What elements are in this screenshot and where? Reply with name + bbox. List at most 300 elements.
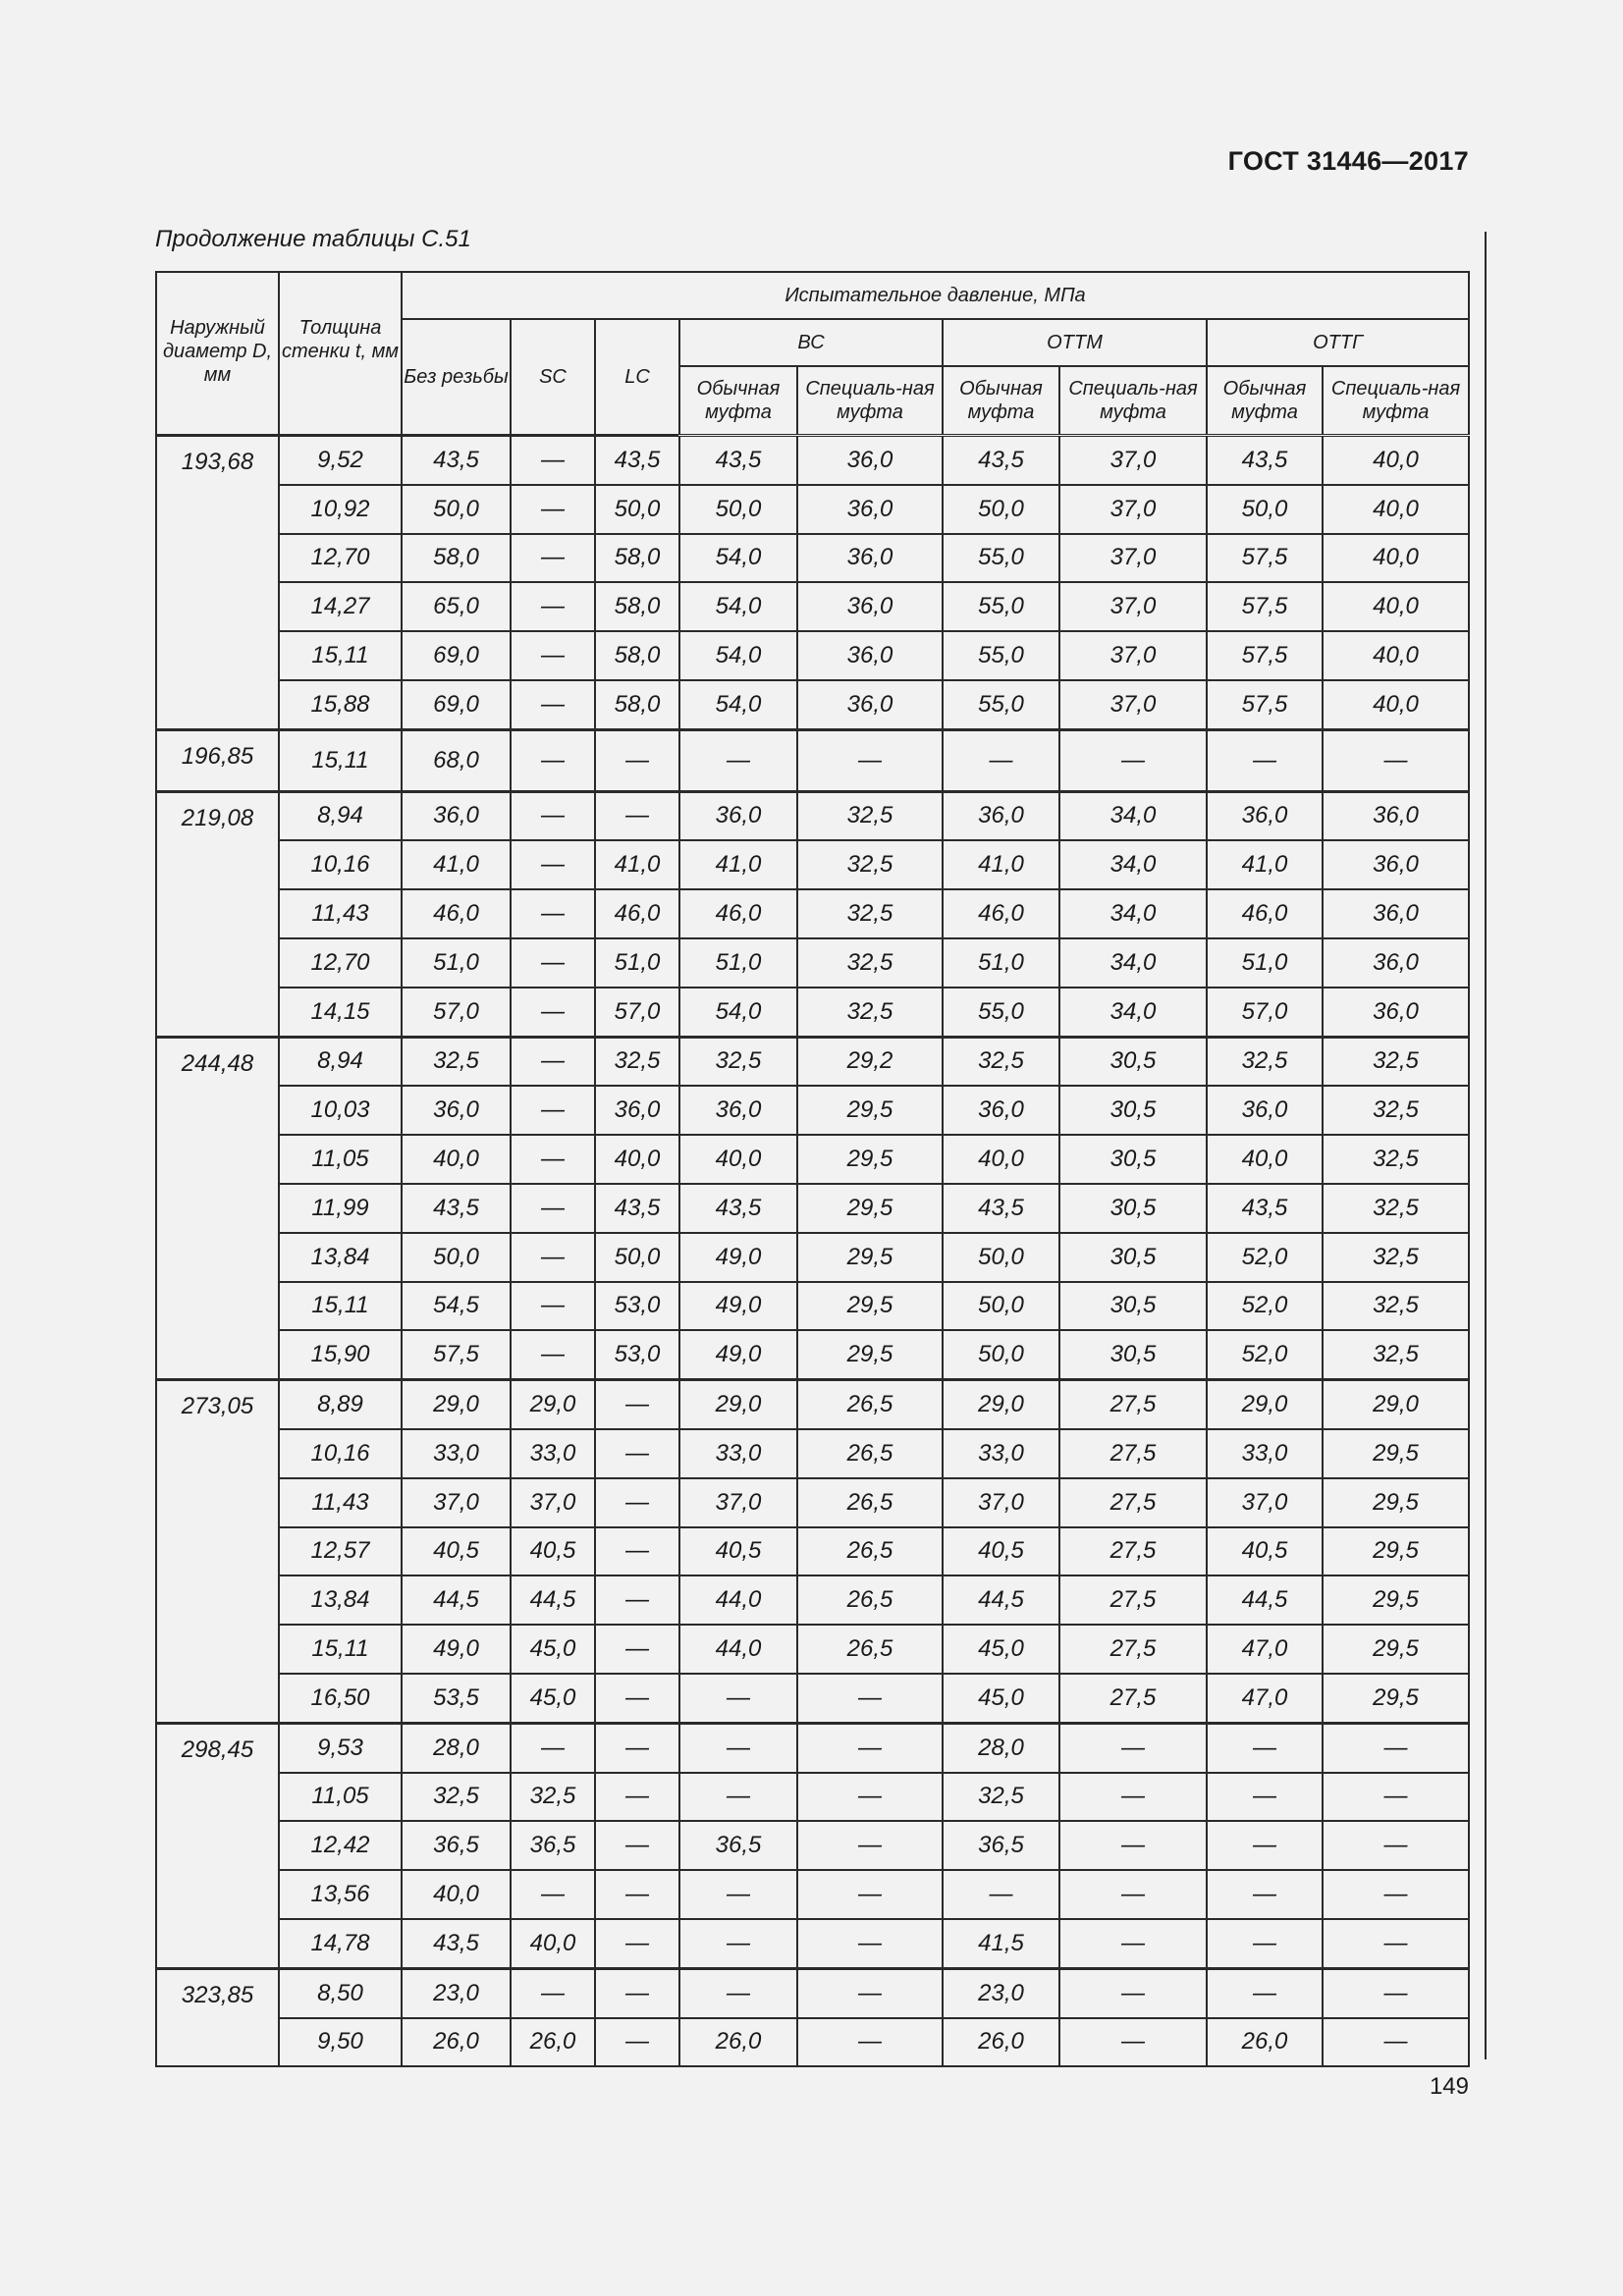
cell-pressure: — bbox=[1207, 1773, 1323, 1822]
cell-wall-thickness: 12,57 bbox=[279, 1527, 402, 1576]
cell-pressure: 29,5 bbox=[1323, 1527, 1469, 1576]
cell-pressure: 32,5 bbox=[797, 938, 943, 988]
cell-pressure: 27,5 bbox=[1059, 1625, 1207, 1674]
cell-pressure: 50,0 bbox=[1207, 485, 1323, 534]
cell-pressure: — bbox=[511, 1330, 595, 1379]
cell-pressure: 54,0 bbox=[679, 988, 797, 1037]
cell-pressure: 52,0 bbox=[1207, 1233, 1323, 1282]
cell-pressure: 36,5 bbox=[402, 1821, 511, 1870]
cell-wall-thickness: 15,11 bbox=[279, 1282, 402, 1331]
cell-pressure: — bbox=[511, 1135, 595, 1184]
cell-pressure: 37,0 bbox=[402, 1478, 511, 1527]
cell-pressure: 40,0 bbox=[1207, 1135, 1323, 1184]
cell-pressure: — bbox=[511, 680, 595, 729]
cell-wall-thickness: 10,16 bbox=[279, 840, 402, 889]
cell-pressure: — bbox=[1059, 2018, 1207, 2067]
table-row bbox=[156, 1135, 1469, 1184]
table-caption: Продолжение таблицы С.51 bbox=[155, 226, 471, 252]
cell-pressure: 40,0 bbox=[679, 1135, 797, 1184]
cell-pressure: 30,5 bbox=[1059, 1135, 1207, 1184]
cell-pressure: — bbox=[943, 1870, 1059, 1919]
cell-pressure: 36,0 bbox=[797, 485, 943, 534]
cell-pressure: — bbox=[595, 1575, 679, 1625]
table-row bbox=[156, 1773, 1469, 1822]
cell-pressure: 52,0 bbox=[1207, 1330, 1323, 1379]
table-row bbox=[156, 1037, 1469, 1086]
table-row bbox=[156, 1282, 1469, 1331]
cell-pressure: 29,5 bbox=[797, 1086, 943, 1135]
cell-pressure: 69,0 bbox=[402, 680, 511, 729]
cell-pressure: 36,0 bbox=[595, 1086, 679, 1135]
cell-pressure: — bbox=[595, 1773, 679, 1822]
table-row bbox=[156, 1968, 1469, 2017]
cell-pressure: 54,0 bbox=[679, 631, 797, 680]
cell-pressure: 44,5 bbox=[511, 1575, 595, 1625]
cell-pressure: 32,5 bbox=[1323, 1037, 1469, 1086]
cell-wall-thickness: 11,99 bbox=[279, 1184, 402, 1233]
cell-pressure: 40,5 bbox=[402, 1527, 511, 1576]
cell-pressure: — bbox=[511, 1233, 595, 1282]
cell-pressure: — bbox=[511, 485, 595, 534]
table-row bbox=[156, 1184, 1469, 1233]
cell-pressure: 27,5 bbox=[1059, 1527, 1207, 1576]
cell-pressure: — bbox=[595, 1429, 679, 1478]
cell-pressure: 27,5 bbox=[1059, 1674, 1207, 1723]
cell-pressure: — bbox=[511, 1282, 595, 1331]
cell-pressure: 43,5 bbox=[1207, 436, 1323, 485]
margin-rule bbox=[1485, 232, 1487, 2059]
cell-pressure: — bbox=[943, 729, 1059, 791]
cell-pressure: 40,0 bbox=[1323, 534, 1469, 583]
header-test-pressure: Испытательное давление, МПа bbox=[402, 272, 1469, 319]
cell-pressure: 30,5 bbox=[1059, 1037, 1207, 1086]
cell-pressure: 44,5 bbox=[943, 1575, 1059, 1625]
cell-pressure: — bbox=[1207, 1821, 1323, 1870]
cell-pressure: — bbox=[511, 534, 595, 583]
cell-pressure: 32,5 bbox=[402, 1773, 511, 1822]
cell-pressure: 45,0 bbox=[943, 1674, 1059, 1723]
table-row bbox=[156, 729, 1469, 791]
cell-pressure: 26,5 bbox=[797, 1380, 943, 1429]
cell-pressure: 27,5 bbox=[1059, 1380, 1207, 1429]
cell-wall-thickness: 11,43 bbox=[279, 1478, 402, 1527]
cell-pressure: — bbox=[511, 582, 595, 631]
cell-pressure: 57,0 bbox=[402, 988, 511, 1037]
cell-pressure: — bbox=[511, 889, 595, 938]
cell-pressure: 36,0 bbox=[943, 791, 1059, 840]
cell-pressure: 50,0 bbox=[943, 485, 1059, 534]
table-row bbox=[156, 2018, 1469, 2067]
cell-pressure: 54,0 bbox=[679, 680, 797, 729]
header-ottg-regular: Обычная муфта bbox=[1207, 366, 1323, 436]
cell-pressure: 40,5 bbox=[679, 1527, 797, 1576]
cell-pressure: — bbox=[511, 1870, 595, 1919]
cell-diameter: 193,68 bbox=[156, 436, 279, 730]
table-row bbox=[156, 1870, 1469, 1919]
cell-pressure: 36,0 bbox=[797, 436, 943, 485]
cell-pressure: — bbox=[595, 1723, 679, 1772]
cell-pressure: 37,0 bbox=[511, 1478, 595, 1527]
cell-pressure: 57,5 bbox=[1207, 582, 1323, 631]
cell-pressure: — bbox=[679, 1968, 797, 2017]
cell-wall-thickness: 13,56 bbox=[279, 1870, 402, 1919]
cell-pressure: 32,5 bbox=[943, 1037, 1059, 1086]
cell-pressure: — bbox=[511, 988, 595, 1037]
cell-wall-thickness: 9,53 bbox=[279, 1723, 402, 1772]
cell-pressure: 29,5 bbox=[797, 1135, 943, 1184]
cell-pressure: — bbox=[1059, 1870, 1207, 1919]
cell-pressure: 43,5 bbox=[943, 436, 1059, 485]
cell-pressure: — bbox=[1323, 1821, 1469, 1870]
cell-pressure: 32,5 bbox=[1323, 1135, 1469, 1184]
cell-pressure: — bbox=[797, 1723, 943, 1772]
cell-pressure: — bbox=[595, 1380, 679, 1429]
page-number: 149 bbox=[1429, 2073, 1469, 2100]
cell-pressure: 36,0 bbox=[1323, 988, 1469, 1037]
cell-pressure: 41,0 bbox=[402, 840, 511, 889]
cell-pressure: 53,0 bbox=[595, 1282, 679, 1331]
cell-pressure: 29,5 bbox=[797, 1282, 943, 1331]
cell-pressure: 29,2 bbox=[797, 1037, 943, 1086]
cell-pressure: 32,5 bbox=[511, 1773, 595, 1822]
cell-wall-thickness: 12,70 bbox=[279, 534, 402, 583]
cell-wall-thickness: 15,88 bbox=[279, 680, 402, 729]
cell-pressure: 32,5 bbox=[1323, 1330, 1469, 1379]
cell-pressure: — bbox=[1323, 1968, 1469, 2017]
header-lc: LC bbox=[595, 319, 679, 436]
cell-pressure: 46,0 bbox=[943, 889, 1059, 938]
cell-pressure: 68,0 bbox=[402, 729, 511, 791]
cell-pressure: 36,0 bbox=[1207, 1086, 1323, 1135]
cell-pressure: 33,0 bbox=[402, 1429, 511, 1478]
cell-pressure: 34,0 bbox=[1059, 791, 1207, 840]
cell-pressure: 23,0 bbox=[402, 1968, 511, 2017]
cell-pressure: 37,0 bbox=[943, 1478, 1059, 1527]
table-row bbox=[156, 1575, 1469, 1625]
cell-pressure: 32,5 bbox=[797, 840, 943, 889]
cell-pressure: 40,0 bbox=[595, 1135, 679, 1184]
cell-pressure: — bbox=[1059, 1773, 1207, 1822]
cell-pressure: 32,5 bbox=[402, 1037, 511, 1086]
table-row bbox=[156, 889, 1469, 938]
cell-pressure: — bbox=[595, 1870, 679, 1919]
cell-pressure: 49,0 bbox=[679, 1233, 797, 1282]
cell-wall-thickness: 15,90 bbox=[279, 1330, 402, 1379]
cell-pressure: 55,0 bbox=[943, 988, 1059, 1037]
cell-pressure: 43,5 bbox=[402, 436, 511, 485]
cell-pressure: 37,0 bbox=[679, 1478, 797, 1527]
table-row bbox=[156, 631, 1469, 680]
cell-pressure: 30,5 bbox=[1059, 1330, 1207, 1379]
cell-pressure: — bbox=[1207, 1723, 1323, 1772]
cell-pressure: 36,0 bbox=[797, 680, 943, 729]
cell-pressure: 36,0 bbox=[943, 1086, 1059, 1135]
cell-pressure: 57,5 bbox=[402, 1330, 511, 1379]
cell-pressure: — bbox=[595, 1821, 679, 1870]
cell-pressure: 37,0 bbox=[1059, 436, 1207, 485]
cell-wall-thickness: 11,05 bbox=[279, 1135, 402, 1184]
cell-pressure: 36,0 bbox=[797, 582, 943, 631]
cell-pressure: — bbox=[511, 1968, 595, 2017]
cell-pressure: 41,0 bbox=[1207, 840, 1323, 889]
cell-pressure: 32,5 bbox=[679, 1037, 797, 1086]
table-row bbox=[156, 1478, 1469, 1527]
cell-pressure: 34,0 bbox=[1059, 889, 1207, 938]
cell-pressure: 46,0 bbox=[1207, 889, 1323, 938]
cell-pressure: — bbox=[797, 1968, 943, 2017]
cell-pressure: 47,0 bbox=[1207, 1674, 1323, 1723]
cell-pressure: 54,0 bbox=[679, 582, 797, 631]
cell-pressure: — bbox=[679, 1674, 797, 1723]
cell-pressure: — bbox=[595, 1625, 679, 1674]
cell-pressure: — bbox=[797, 1821, 943, 1870]
cell-pressure: — bbox=[595, 791, 679, 840]
cell-pressure: 29,0 bbox=[511, 1380, 595, 1429]
cell-pressure: 46,0 bbox=[402, 889, 511, 938]
cell-wall-thickness: 8,94 bbox=[279, 791, 402, 840]
cell-pressure: 43,5 bbox=[402, 1184, 511, 1233]
cell-pressure: 55,0 bbox=[943, 631, 1059, 680]
cell-pressure: 46,0 bbox=[679, 889, 797, 938]
cell-pressure: 40,0 bbox=[1323, 436, 1469, 485]
table-row bbox=[156, 582, 1469, 631]
cell-pressure: 26,0 bbox=[679, 2018, 797, 2067]
cell-pressure: 29,0 bbox=[1323, 1380, 1469, 1429]
cell-pressure: 32,5 bbox=[1323, 1184, 1469, 1233]
cell-pressure: — bbox=[511, 436, 595, 485]
header-diameter: Наружный диаметр D, мм bbox=[156, 272, 279, 436]
table-row bbox=[156, 1625, 1469, 1674]
cell-pressure: 43,5 bbox=[595, 1184, 679, 1233]
cell-pressure: — bbox=[797, 1773, 943, 1822]
table-row bbox=[156, 1723, 1469, 1772]
cell-pressure: 43,5 bbox=[943, 1184, 1059, 1233]
cell-pressure: — bbox=[511, 1037, 595, 1086]
cell-pressure: — bbox=[1059, 1821, 1207, 1870]
cell-wall-thickness: 10,92 bbox=[279, 485, 402, 534]
cell-pressure: 37,0 bbox=[1059, 680, 1207, 729]
cell-pressure: 69,0 bbox=[402, 631, 511, 680]
cell-pressure: 28,0 bbox=[402, 1723, 511, 1772]
cell-pressure: — bbox=[595, 729, 679, 791]
cell-pressure: 36,0 bbox=[1323, 938, 1469, 988]
cell-pressure: 32,5 bbox=[1207, 1037, 1323, 1086]
table-row bbox=[156, 1429, 1469, 1478]
table-row bbox=[156, 1821, 1469, 1870]
cell-pressure: 26,0 bbox=[402, 2018, 511, 2067]
cell-pressure: 37,0 bbox=[1207, 1478, 1323, 1527]
table-row bbox=[156, 988, 1469, 1037]
cell-pressure: 45,0 bbox=[511, 1625, 595, 1674]
table-row bbox=[156, 938, 1469, 988]
cell-wall-thickness: 12,42 bbox=[279, 1821, 402, 1870]
header-ottg-special: Специаль-ная муфта bbox=[1323, 366, 1469, 436]
cell-pressure: 58,0 bbox=[402, 534, 511, 583]
table-row bbox=[156, 1086, 1469, 1135]
cell-wall-thickness: 11,05 bbox=[279, 1773, 402, 1822]
cell-wall-thickness: 8,50 bbox=[279, 1968, 402, 2017]
cell-pressure: 43,5 bbox=[402, 1919, 511, 1968]
cell-pressure: 51,0 bbox=[595, 938, 679, 988]
cell-pressure: 29,5 bbox=[1323, 1429, 1469, 1478]
cell-pressure: 55,0 bbox=[943, 582, 1059, 631]
cell-pressure: 65,0 bbox=[402, 582, 511, 631]
cell-pressure: 34,0 bbox=[1059, 938, 1207, 988]
table-row bbox=[156, 436, 1469, 485]
cell-pressure: 36,5 bbox=[679, 1821, 797, 1870]
cell-wall-thickness: 14,27 bbox=[279, 582, 402, 631]
cell-pressure: 45,0 bbox=[511, 1674, 595, 1723]
cell-pressure: 33,0 bbox=[511, 1429, 595, 1478]
cell-diameter: 244,48 bbox=[156, 1037, 279, 1380]
cell-pressure: — bbox=[595, 1478, 679, 1527]
cell-pressure: — bbox=[1059, 1919, 1207, 1968]
table-row bbox=[156, 840, 1469, 889]
header-bc-special: Специаль-ная муфта bbox=[797, 366, 943, 436]
cell-wall-thickness: 9,52 bbox=[279, 436, 402, 485]
cell-pressure: 47,0 bbox=[1207, 1625, 1323, 1674]
table-row bbox=[156, 1919, 1469, 1968]
cell-pressure: 26,0 bbox=[943, 2018, 1059, 2067]
table-row bbox=[156, 680, 1469, 729]
cell-pressure: — bbox=[1207, 1968, 1323, 2017]
cell-pressure: — bbox=[595, 1919, 679, 1968]
cell-pressure: 50,0 bbox=[595, 1233, 679, 1282]
table-row bbox=[156, 1674, 1469, 1723]
cell-pressure: 45,0 bbox=[943, 1625, 1059, 1674]
cell-pressure: 36,5 bbox=[943, 1821, 1059, 1870]
table-row bbox=[156, 1330, 1469, 1379]
cell-pressure: 29,0 bbox=[1207, 1380, 1323, 1429]
cell-pressure: 29,5 bbox=[1323, 1575, 1469, 1625]
cell-pressure: 36,0 bbox=[797, 631, 943, 680]
header-wall-thickness: Толщина стенки t, мм bbox=[279, 272, 402, 436]
cell-wall-thickness: 11,43 bbox=[279, 889, 402, 938]
cell-pressure: 26,5 bbox=[797, 1478, 943, 1527]
table-body bbox=[156, 436, 1469, 2067]
header-bc-regular: Обычная муфта bbox=[679, 366, 797, 436]
cell-pressure: 54,5 bbox=[402, 1282, 511, 1331]
cell-diameter: 323,85 bbox=[156, 1968, 279, 2066]
cell-pressure: 30,5 bbox=[1059, 1233, 1207, 1282]
cell-diameter: 219,08 bbox=[156, 791, 279, 1037]
cell-pressure: 43,5 bbox=[595, 436, 679, 485]
cell-pressure: 26,5 bbox=[797, 1575, 943, 1625]
cell-pressure: 32,5 bbox=[1323, 1086, 1469, 1135]
cell-pressure: — bbox=[679, 1723, 797, 1772]
cell-pressure: 32,5 bbox=[1323, 1282, 1469, 1331]
cell-pressure: 50,0 bbox=[943, 1233, 1059, 1282]
cell-pressure: 37,0 bbox=[1059, 485, 1207, 534]
cell-pressure: 32,5 bbox=[797, 889, 943, 938]
cell-pressure: — bbox=[511, 1723, 595, 1772]
cell-pressure: — bbox=[1059, 729, 1207, 791]
cell-pressure: 54,0 bbox=[679, 534, 797, 583]
cell-wall-thickness: 14,15 bbox=[279, 988, 402, 1037]
cell-pressure: 57,5 bbox=[1207, 631, 1323, 680]
cell-pressure: — bbox=[511, 1184, 595, 1233]
cell-pressure: — bbox=[511, 840, 595, 889]
cell-pressure: — bbox=[797, 1919, 943, 1968]
cell-pressure: 40,5 bbox=[511, 1527, 595, 1576]
cell-wall-thickness: 16,50 bbox=[279, 1674, 402, 1723]
cell-pressure: 51,0 bbox=[943, 938, 1059, 988]
cell-wall-thickness: 8,89 bbox=[279, 1380, 402, 1429]
cell-wall-thickness: 8,94 bbox=[279, 1037, 402, 1086]
cell-pressure: — bbox=[595, 1674, 679, 1723]
cell-pressure: 41,0 bbox=[943, 840, 1059, 889]
cell-pressure: 40,5 bbox=[943, 1527, 1059, 1576]
table-row bbox=[156, 485, 1469, 534]
cell-pressure: — bbox=[797, 1870, 943, 1919]
cell-pressure: 52,0 bbox=[1207, 1282, 1323, 1331]
cell-pressure: 40,0 bbox=[511, 1919, 595, 1968]
cell-pressure: 57,5 bbox=[1207, 534, 1323, 583]
cell-wall-thickness: 15,11 bbox=[279, 729, 402, 791]
header-ottm-regular: Обычная муфта bbox=[943, 366, 1059, 436]
table-row bbox=[156, 1527, 1469, 1576]
cell-pressure: 29,5 bbox=[1323, 1674, 1469, 1723]
cell-pressure: 36,0 bbox=[1323, 791, 1469, 840]
cell-pressure: — bbox=[1323, 729, 1469, 791]
cell-pressure: 32,5 bbox=[595, 1037, 679, 1086]
cell-pressure: 50,0 bbox=[402, 485, 511, 534]
cell-pressure: — bbox=[511, 791, 595, 840]
cell-pressure: 43,5 bbox=[1207, 1184, 1323, 1233]
cell-pressure: 36,0 bbox=[797, 534, 943, 583]
cell-pressure: 36,0 bbox=[1323, 889, 1469, 938]
cell-pressure: — bbox=[1323, 1870, 1469, 1919]
cell-pressure: 44,0 bbox=[679, 1575, 797, 1625]
cell-wall-thickness: 10,03 bbox=[279, 1086, 402, 1135]
cell-pressure: — bbox=[1323, 2018, 1469, 2067]
cell-pressure: — bbox=[1323, 1723, 1469, 1772]
cell-pressure: 40,5 bbox=[1207, 1527, 1323, 1576]
table-row bbox=[156, 534, 1469, 583]
cell-pressure: 27,5 bbox=[1059, 1478, 1207, 1527]
cell-pressure: 50,0 bbox=[943, 1282, 1059, 1331]
cell-pressure: 40,0 bbox=[402, 1870, 511, 1919]
cell-pressure: 36,0 bbox=[402, 791, 511, 840]
cell-pressure: 41,0 bbox=[679, 840, 797, 889]
header-sc: SC bbox=[511, 319, 595, 436]
cell-wall-thickness: 14,78 bbox=[279, 1919, 402, 1968]
cell-pressure: — bbox=[1207, 1919, 1323, 1968]
cell-pressure: 55,0 bbox=[943, 680, 1059, 729]
cell-pressure: — bbox=[511, 631, 595, 680]
cell-pressure: 29,0 bbox=[679, 1380, 797, 1429]
cell-pressure: 36,0 bbox=[679, 1086, 797, 1135]
cell-pressure: — bbox=[797, 1674, 943, 1723]
cell-pressure: — bbox=[511, 729, 595, 791]
cell-pressure: 50,0 bbox=[679, 485, 797, 534]
cell-pressure: — bbox=[1207, 1870, 1323, 1919]
cell-pressure: 37,0 bbox=[1059, 582, 1207, 631]
cell-pressure: 55,0 bbox=[943, 534, 1059, 583]
cell-pressure: 26,0 bbox=[511, 2018, 595, 2067]
cell-diameter: 273,05 bbox=[156, 1380, 279, 1724]
cell-pressure: 40,0 bbox=[1323, 631, 1469, 680]
cell-pressure: — bbox=[679, 1773, 797, 1822]
cell-pressure: 34,0 bbox=[1059, 840, 1207, 889]
cell-pressure: 26,5 bbox=[797, 1429, 943, 1478]
cell-pressure: 32,5 bbox=[797, 988, 943, 1037]
cell-pressure: — bbox=[595, 1527, 679, 1576]
cell-pressure: 58,0 bbox=[595, 534, 679, 583]
cell-pressure: 30,5 bbox=[1059, 1282, 1207, 1331]
cell-pressure: 40,0 bbox=[402, 1135, 511, 1184]
cell-pressure: 28,0 bbox=[943, 1723, 1059, 1772]
